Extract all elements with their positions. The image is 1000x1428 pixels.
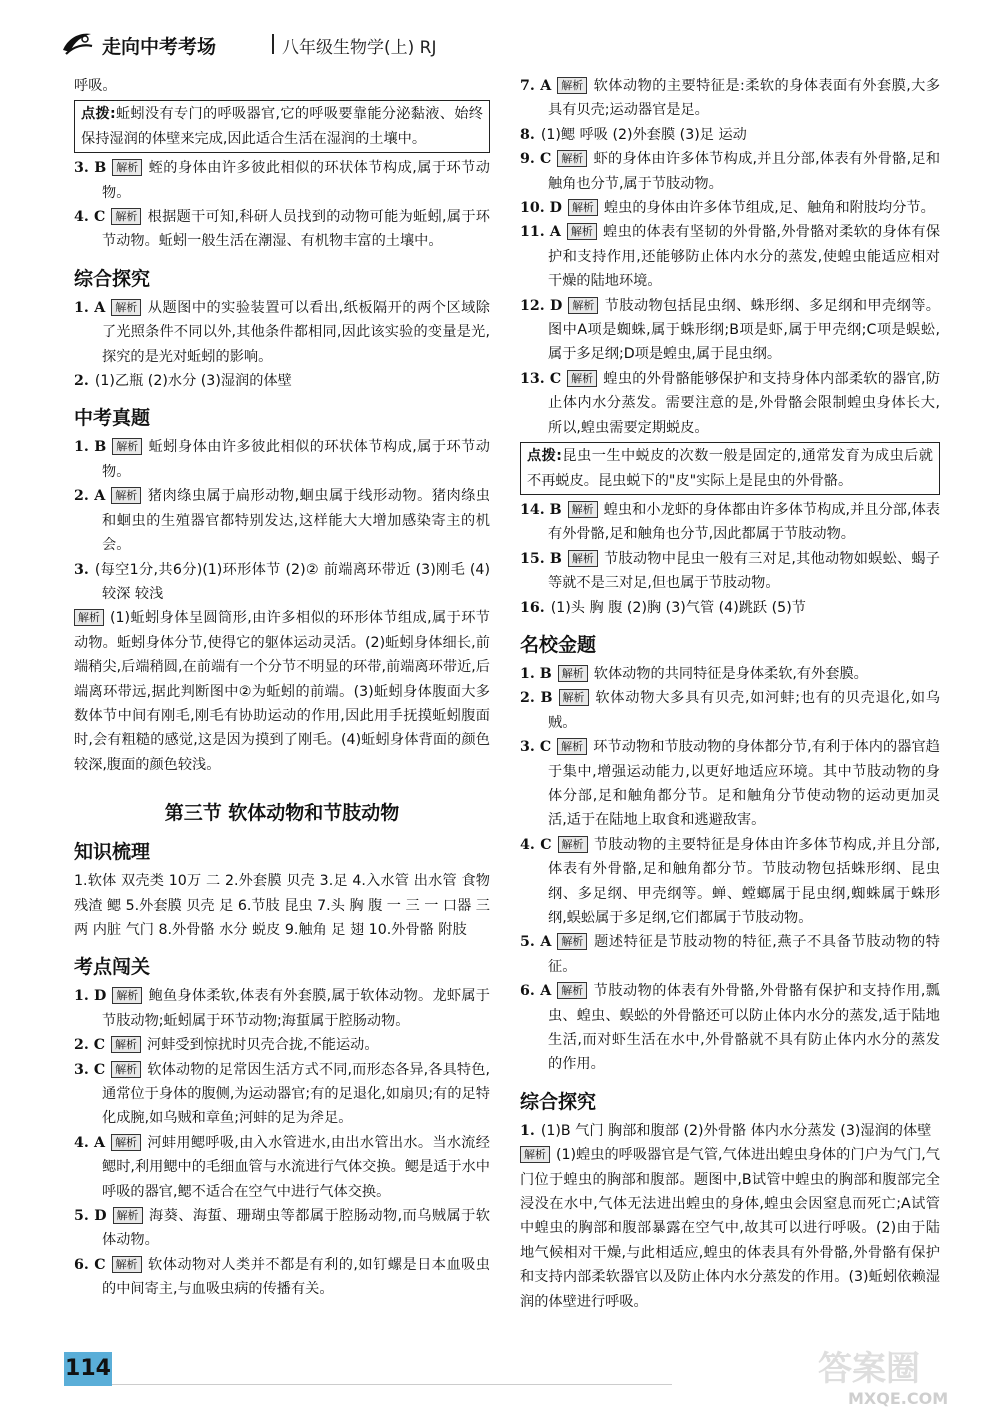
analysis-tag: 解析: [112, 159, 142, 176]
answer-item: [74, 369, 490, 393]
answer-item: [520, 367, 940, 440]
analysis-tag: 解析: [557, 738, 587, 755]
answer-text: 节肢动物中昆虫一般有三对足,其他动物如蜈蚣、蝎子等就不是三对足,但也属于节肢动物。: [548, 550, 940, 592]
answer-text: 猪肉绦虫属于扁形动物,蛔虫属于线形动物。猪肉绦虫和蛔虫的生殖器官都特别发达,这样能大大增加感染寄主的机会。: [102, 488, 490, 554]
answer-item: [520, 547, 940, 596]
left-column: [74, 74, 490, 1302]
answer-text: 蚯蚓身体由许多彼此相似的环状体节构成,属于环节动物。: [102, 439, 490, 480]
answer-number: 2. B: [520, 690, 553, 707]
answer-number: 11. A: [520, 224, 561, 241]
answer-number: 2. C: [74, 1037, 106, 1054]
answer-list: [74, 296, 490, 394]
right-column: [520, 74, 940, 1314]
section-heading: 综合探究: [520, 1090, 597, 1113]
analysis-tag: 解析: [567, 370, 597, 387]
answer-text: 蝗虫的外骨骼能够保护和支持身体内部柔软的器官,防止体内水分蒸发。需要注意的是,外骨骼会限制蝗虫身体长大,所以,蝗虫需要定期蜕皮。: [548, 370, 940, 436]
analysis-tag: 解析: [557, 933, 587, 950]
analysis-tag: 解析: [111, 1061, 141, 1078]
answer-item: [520, 930, 940, 979]
analysis-tag: 解析: [557, 77, 587, 94]
tip-label: 点拨:: [527, 448, 562, 465]
answer-number: 2.: [74, 373, 89, 390]
answer-number: 1. B: [74, 439, 107, 456]
analysis-tag: 解析: [558, 836, 588, 853]
answer-item: [520, 1119, 940, 1143]
answer-number: 1. A: [74, 299, 106, 316]
answer-text: 蝗虫和小龙虾的身体都由许多体节构成,并且分部,体表有外骨骼,足和触角也分节,因此都属于节肢动物。: [548, 501, 940, 543]
tip-box: [74, 100, 490, 153]
answer-text: 海葵、海蜇、珊瑚虫等都属于腔肠动物,而乌贼属于软体动物。: [102, 1208, 490, 1249]
answer-number: 1.: [520, 1122, 535, 1139]
answer-text: 环节动物和节肢动物的身体都分节,有利于体内的器官趋于集中,增强运动能力,以更好地适应环境。其中节肢动物的身体分部,足和触角都分节。足和触角分节使动物的运动更加灵活,适于在陆地上取食和逃避敌害。: [548, 739, 940, 829]
answer-item: [74, 1253, 490, 1302]
analysis-tag: 解析: [111, 487, 141, 504]
analysis-tag: 解析: [568, 501, 598, 518]
answer-item: [74, 484, 490, 557]
answer-text: 蝗虫的体表有坚韧的外骨骼,外骨骼对柔软的身体有保护和支持作用,还能够防止体内水分的蒸发,使蝗虫能适应相对干燥的陆地环境。: [548, 224, 941, 290]
analysis-tag: 解析: [111, 299, 141, 316]
top-line: 呼吸。: [74, 78, 117, 94]
book-logo-icon: [60, 28, 94, 58]
answer-list: [520, 662, 940, 1077]
answer-number: 4. A: [74, 1134, 106, 1151]
answer-text: 软体动物的主要特征是:柔软的身体表面有外套膜,大多具有贝壳;运动器官是足。: [548, 78, 941, 119]
answer-item: [520, 662, 940, 686]
analysis-tag: 解析: [568, 550, 598, 567]
analysis-text: (1)蝗虫的呼吸器官是气管,气体进出蝗虫身体的门户为气门,气门位于蝗虫的胸部和腹部。题图中,B试管中蝗虫的胸部和腹部完全浸没在水中,气体无法进出蝗虫的身体,蝗虫会因窒息而死亡;A试管中蝗虫的胸部和腹部暴露在空气中,故其可以进行呼吸。(2)由于陆地气候相对干燥,与此相适应,蝗虫的体表具有外骨骼,外骨骼有保护和支持内部柔软器官以及防止体内水分蒸发的作用。(3)蚯蚓依赖湿润的体壁进行呼吸。: [520, 1147, 940, 1310]
analysis-tag: 解析: [557, 150, 587, 167]
answer-item: [520, 294, 940, 367]
answer-number: 7. A: [520, 78, 552, 94]
section-heading: 考点闯关: [74, 956, 151, 979]
answer-text: (1)鳃 呼吸 (2)外套膜 (3)足 运动: [540, 126, 747, 143]
answer-list: [520, 74, 940, 440]
answer-list: [520, 498, 940, 620]
answer-list: [74, 156, 490, 254]
answer-text: 节肢动物的主要特征是身体由许多体节构成,并且分部,体表有外骨骼,足和触角都分节。节肢动物包括蛛形纲、昆虫纲、多足纲、甲壳纲等。蝉、螳螂属于昆虫纲,蜘蛛属于蛛形纲,蜈蚣属于多足纲,它们都属于节肢动物。: [548, 836, 940, 926]
answer-number: 3.: [74, 561, 89, 578]
knowledge-summary: 1.软体 双壳类 10万 二 2.外套膜 贝壳 3.足 4.入水管 出水管 食物 残渣 鳃 5.外套膜 贝壳 足 6.节肢 昆虫 7.头 胸 腹 一 三 一 口器 三 两 内脏 气门 8.外骨骼 水分 蜕皮 9.触角 足 翅 10.外骨骼 附肢: [74, 873, 490, 938]
tip-text: 昆虫一生中蜕皮的次数一般是固定的,通常发育为成虫后就不再蜕皮。昆虫蜕下的"皮"实际上是昆虫的外骨骼。: [527, 448, 933, 489]
answer-number: 5. D: [74, 1208, 107, 1225]
answer-text: 河蚌受到惊扰时贝壳合拢,不能运动。: [147, 1037, 379, 1054]
subject-title: 八年级生物学(上) RJ: [282, 38, 437, 58]
answer-text: 软体动物的共同特征是身体柔软,有外套膜。: [593, 665, 868, 682]
answer-text: (1)B 气门 胸部和腹部 (2)外骨骼 体内水分蒸发 (3)湿润的体壁: [540, 1122, 932, 1139]
answer-item: [520, 196, 940, 220]
section-heading: 名校金题: [520, 633, 597, 656]
answer-number: 5. A: [520, 934, 552, 951]
answer-list: [74, 984, 490, 1301]
analysis-tag: 解析: [520, 1146, 550, 1163]
page-header: [60, 28, 980, 58]
answer-item: [74, 1204, 490, 1253]
answer-text: 软体动物大多具有贝壳,如河蚌;也有的贝壳退化,如乌贼。: [548, 690, 940, 731]
analysis-tag: 解析: [567, 223, 597, 240]
answer-text: 虾的身体由许多体节构成,并且分部,体表有外骨骼,足和触角也分节,属于节肢动物。: [548, 151, 941, 192]
answer-number: 1. B: [520, 665, 552, 682]
answer-text: 题述特征是节肢动物的特征,燕子不具备节肢动物的特征。: [548, 934, 940, 975]
analysis-tag: 解析: [112, 438, 142, 455]
watermark-big-text: 答案圈: [818, 1349, 920, 1389]
answer-item: [74, 984, 490, 1033]
chapter-title: 第三节 软体动物和节肢动物: [164, 802, 400, 825]
answer-text: 从题图中的实验装置可以看出,纸板隔开的两个区域除了光照条件不同以外,其他条件都相同,因此该实验的变量是光,探究的是光对蚯蚓的影响。: [102, 299, 490, 365]
analysis-paragraph: [520, 1143, 940, 1314]
brand-title: 走向中考考场: [102, 36, 217, 58]
answer-number: 13. C: [520, 370, 562, 387]
answer-text: (每空1分,共6分)(1)环形体节 (2)② 前端离环带近 (3)刚毛 (4)较深 较浅: [94, 561, 490, 602]
answer-text: 蛭的身体由许多彼此相似的环状体节构成,属于环节动物。: [102, 160, 490, 201]
answer-number: 14. B: [520, 501, 562, 518]
analysis-tag: 解析: [111, 1036, 141, 1053]
answer-item: [74, 296, 490, 369]
answer-text: 节肢动物包括昆虫纲、蛛形纲、多足纲和甲壳纲等。图中A项是蜘蛛,属于蛛形纲;B项是虾,属于甲壳纲;C项是蜈蚣,属于多足纲;D项是蝗虫,属于昆虫纲。: [548, 297, 940, 363]
analysis-tag: 解析: [568, 199, 598, 216]
answer-item: [74, 1058, 490, 1131]
answer-item: [520, 979, 940, 1077]
analysis-tag: 解析: [568, 297, 598, 314]
analysis-tag: 解析: [111, 1134, 141, 1151]
watermark-small-text: MXQE.COM: [848, 1389, 949, 1408]
answer-item: [520, 147, 940, 196]
analysis-tag: 解析: [559, 689, 589, 706]
answer-number: 8.: [520, 126, 535, 143]
header-divider: [272, 34, 274, 54]
answer-number: 9. C: [520, 151, 552, 168]
answer-number: 3. C: [520, 739, 552, 756]
watermark-logo: [778, 1342, 978, 1412]
tip-text: 蚯蚓没有专门的呼吸器官,它的呼吸要靠能分泌黏液、始终保持湿润的体壁来完成,因此适合生活在湿润的土壤中。: [81, 106, 483, 147]
answer-item: [74, 156, 490, 205]
answer-text: 河蚌用鳃呼吸,由入水管进水,由出水管出水。当水流经鳃时,利用鳃中的毛细血管与水流进行气体交换。鳃是适于水中呼吸的器官,鳃不适合在空气中进行气体交换。: [102, 1134, 490, 1200]
analysis-tag: 解析: [557, 982, 587, 999]
page-number: 114: [64, 1352, 112, 1386]
tip-box: [520, 442, 940, 495]
footer-rule: [112, 1384, 672, 1385]
answer-item: [74, 1033, 490, 1057]
analysis-paragraph: [74, 606, 490, 777]
answer-list: [74, 435, 490, 606]
answer-number: 2. A: [74, 488, 106, 505]
answer-item: [520, 123, 940, 147]
analysis-text: (1)蚯蚓身体呈圆筒形,由许多相似的环形体节组成,属于环节动物。蚯蚓身体分节,使得它的躯体运动灵活。(2)蚯蚓身体细长,前端稍尖,后端稍圆,在前端有一个分节不明显的环带,前端离环带近,后端离环带远,据此判断图中②为蚯蚓的前端。(3)蚯蚓身体腹面大多数体节中间有刚毛,刚毛有协助运动的作用,因此用手抚摸蚯蚓腹面时,会有粗糙的感觉,这是因为摸到了刚毛。(4)蚯蚓身体背面的颜色较深,腹面的颜色较浅。: [74, 610, 490, 773]
answer-text: 节肢动物的体表有外骨骼,外骨骼有保护和支持作用,瓢虫、蝗虫、蜈蚣的外骨骼还可以防止体内水分的蒸发,适于陆地生活,而对虾生活在水中,外骨骼就不具有防止体内水分的蒸发的作用。: [548, 983, 940, 1073]
analysis-tag: 解析: [558, 665, 588, 682]
section-heading: 知识梳理: [74, 841, 151, 864]
answer-number: 6. C: [74, 1256, 106, 1273]
section-heading: 综合探究: [74, 267, 151, 290]
answer-text: 软体动物对人类并不都是有利的,如钉螺是日本血吸虫的中间寄主,与血吸虫病的传播有关。: [102, 1256, 490, 1298]
answer-number: 4. C: [74, 209, 106, 226]
answer-text: 软体动物的足常因生活方式不同,而形态各异,各具特色,通常位于身体的腹侧,为运动器官;有的足退化,如扇贝;有的足特化成腕,如乌贼和章鱼;河蚌的足为斧足。: [102, 1061, 491, 1127]
answer-list: [520, 1119, 940, 1143]
answer-item: [520, 596, 940, 620]
analysis-tag: 解析: [113, 1207, 143, 1224]
answer-number: 6. A: [520, 983, 552, 1000]
answer-number: 3. B: [74, 160, 107, 177]
section-heading: 中考真题: [74, 407, 151, 430]
answer-item: [74, 1131, 490, 1204]
answer-number: 4. C: [520, 836, 552, 853]
analysis-tag: 解析: [74, 609, 104, 626]
answer-text: 蝗虫的身体由许多体节组成,足、触角和附肢均分节。: [603, 200, 935, 217]
answer-item: [520, 74, 940, 123]
answer-text: (1)头 胸 腹 (2)胸 (3)气管 (4)跳跃 (5)节: [550, 599, 806, 616]
answer-item: [520, 833, 940, 931]
answer-text: 鲍鱼身体柔软,体表有外套膜,属于软体动物。龙虾属于节肢动物;蚯蚓属于环节动物;海蜇属于腔肠动物。: [102, 988, 490, 1029]
analysis-tag: 解析: [111, 208, 141, 225]
answer-item: [520, 735, 940, 833]
answer-number: 16.: [520, 599, 545, 616]
analysis-tag: 解析: [112, 1256, 142, 1273]
answer-item: [520, 498, 940, 547]
answer-number: 12. D: [520, 297, 563, 314]
answer-number: 1. D: [74, 988, 107, 1005]
answer-number: 15. B: [520, 550, 562, 567]
analysis-tag: 解析: [112, 987, 142, 1004]
answer-item: [74, 558, 490, 607]
answer-item: [74, 435, 490, 484]
answer-item: [74, 205, 490, 254]
tip-label: 点拨:: [81, 106, 116, 123]
answer-text: (1)乙瓶 (2)水分 (3)湿润的体壁: [94, 373, 292, 390]
answer-text: 根据题干可知,科研人员找到的动物可能为蚯蚓,属于环节动物。蚯蚓一般生活在潮湿、有机物丰富的土壤中。: [102, 209, 490, 250]
answer-number: 3. C: [74, 1061, 106, 1078]
answer-item: [520, 220, 940, 293]
answer-item: [520, 686, 940, 735]
answer-number: 10. D: [520, 200, 562, 217]
